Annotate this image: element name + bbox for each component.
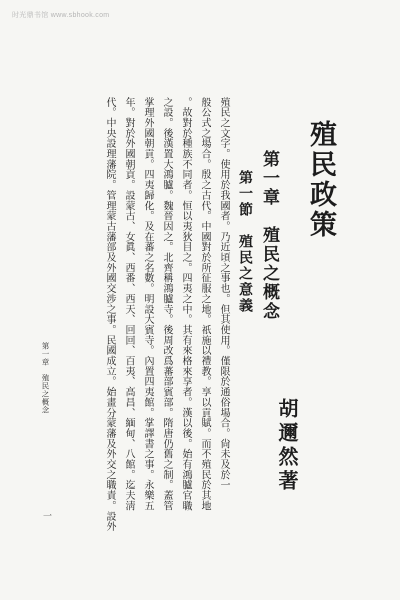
body-column-7: 代。中央設理藩院。管理蒙古藩部及外國交涉之事。民國成立。始畫分蒙藩及外交之職責。設外 xyxy=(104,97,115,532)
section-heading: 第一節 殖民之意義 xyxy=(237,170,253,314)
page-number: 一 xyxy=(41,511,51,520)
body-column-5: 掌理外國朝貢。四夷歸化。及在蕃之名數。明設大賓寺。內置四夷館。掌譯書之事。永樂五 xyxy=(142,97,153,511)
running-head: 第一章 殖民之概念 xyxy=(41,342,50,414)
author-name: 胡邇然著 xyxy=(275,398,299,494)
body-column-2: 般公式之場合。殷之古代。中國對於所征服之地。祇施以禮教。享以貢賦。而不殖民於其地 xyxy=(199,97,210,511)
book-title: 殖民政策 xyxy=(305,120,336,240)
body-column-1: 殖民之文字。使用於我國者。乃近頃之事也。但其使用。僅限於通俗場合。尙未及於一 xyxy=(218,97,229,491)
body-column-4: 之設。後漢置大鴻臚。魏晉因之。北齊稱鴻臚寺。後周改爲蕃部賓部。隋唐仍舊之制。蓋管 xyxy=(161,97,172,511)
body-column-6: 年。對於外國朝貢。設蒙古、女眞、西番、西天、回回、百夷、高昌、緬甸、八館。迄夫淸 xyxy=(123,97,134,511)
body-column-3: 。故對於種族不同者。恒以夷狄目之。四夷之中。其有來格來享者。漢以後。始有鴻臚官職 xyxy=(180,97,191,511)
chapter-heading: 第一章 殖民之概念 xyxy=(259,150,279,321)
watermark-text: 时光鼎书馆 www.sbhook.com xyxy=(12,12,110,19)
